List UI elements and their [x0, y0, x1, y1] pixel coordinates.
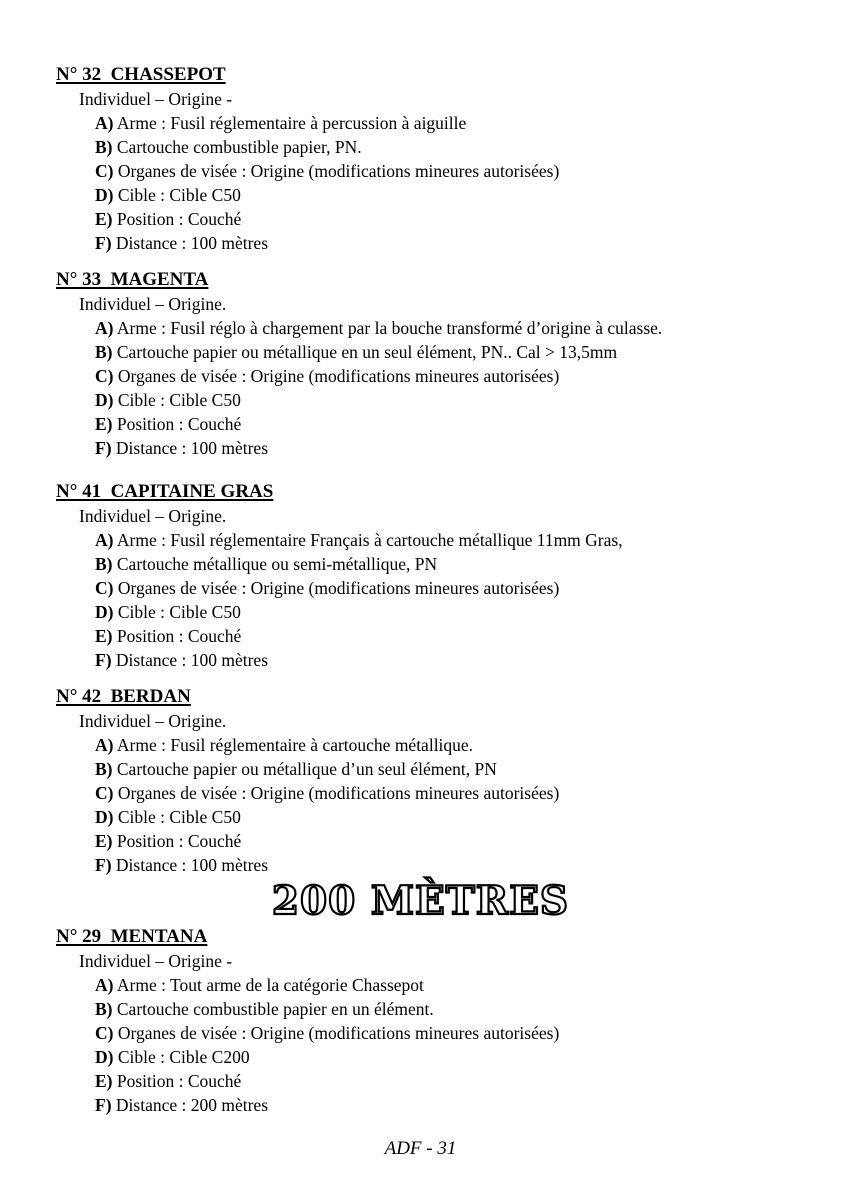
item-text: Organes de visée : Origine (modifications mineures autorisées): [113, 366, 560, 386]
list-item: [95, 437, 268, 459]
list-item: [95, 758, 497, 780]
list-item: [95, 601, 241, 623]
list-item: [95, 389, 241, 411]
item-letter: B): [95, 342, 113, 362]
list-item: [95, 184, 241, 206]
item-text: Arme : Tout arme de la catégorie Chassepot: [113, 975, 424, 995]
item-letter: E): [95, 414, 113, 434]
list-item: [95, 1094, 268, 1116]
list-item: [95, 365, 559, 387]
item-text: Position : Couché: [112, 626, 242, 646]
list-item: [95, 413, 241, 435]
section-title: N° 29 MENTANA: [56, 926, 208, 947]
list-item: [95, 232, 268, 254]
item-letter: F): [95, 650, 112, 670]
section-title: N° 41 CAPITAINE GRAS: [56, 481, 274, 502]
section-subtitle: Individuel – Origine.: [79, 294, 227, 314]
item-letter: E): [95, 831, 113, 851]
list-item: [95, 1070, 241, 1092]
list-item: [95, 830, 241, 852]
item-letter: A): [95, 318, 114, 338]
item-letter: B): [95, 759, 113, 779]
item-text: Organes de visée : Origine (modifications mineures autorisées): [113, 783, 560, 803]
section-title: N° 32 CHASSEPOT: [56, 64, 226, 85]
item-text: Cible : Cible C50: [113, 185, 241, 205]
item-text: Cible : Cible C50: [113, 807, 241, 827]
item-letter: D): [95, 1047, 114, 1067]
item-letter: E): [95, 626, 113, 646]
item-letter: D): [95, 807, 114, 827]
item-text: Cible : Cible C50: [113, 602, 241, 622]
item-letter: C): [95, 366, 114, 386]
item-text: Position : Couché: [112, 209, 242, 229]
item-text: Distance : 100 mètres: [111, 855, 269, 875]
list-item: [95, 734, 473, 756]
list-item: [95, 998, 434, 1020]
item-letter: D): [95, 390, 114, 410]
item-text: Organes de visée : Origine (modifications mineures autorisées): [113, 1023, 560, 1043]
section-subtitle: Individuel – Origine.: [79, 711, 227, 731]
item-letter: C): [95, 783, 114, 803]
item-text: Cartouche combustible papier en un élément.: [112, 999, 434, 1019]
list-item: [95, 529, 623, 551]
item-text: Distance : 100 mètres: [111, 650, 269, 670]
item-letter: F): [95, 438, 112, 458]
list-item: [95, 208, 241, 230]
list-item: [95, 136, 362, 158]
item-text: Cartouche papier ou métallique en un seul élément, PN.. Cal > 13,5mm: [112, 342, 618, 362]
item-letter: C): [95, 161, 114, 181]
section-subtitle: Individuel – Origine -: [79, 89, 233, 109]
item-text: Organes de visée : Origine (modifications mineures autorisées): [113, 578, 560, 598]
section-subtitle: Individuel – Origine.: [79, 506, 227, 526]
item-letter: F): [95, 233, 112, 253]
item-letter: C): [95, 1023, 114, 1043]
section-title: N° 42 BERDAN: [56, 686, 191, 707]
list-item: [95, 112, 466, 134]
page-footer: ADF - 31: [384, 1138, 457, 1159]
item-letter: B): [95, 554, 113, 574]
item-letter: A): [95, 113, 114, 133]
item-letter: E): [95, 209, 113, 229]
list-item: [95, 341, 617, 363]
item-text: Arme : Fusil réglementaire à cartouche métallique.: [113, 735, 474, 755]
item-text: Distance : 200 mètres: [111, 1095, 269, 1115]
list-item: [95, 974, 424, 996]
section-subtitle: Individuel – Origine -: [79, 951, 233, 971]
item-letter: A): [95, 530, 114, 550]
list-item: [95, 553, 437, 575]
list-item: [95, 782, 559, 804]
section-title: N° 33 MAGENTA: [56, 269, 209, 290]
item-text: Cartouche papier ou métallique d’un seul élément, PN: [112, 759, 497, 779]
item-letter: B): [95, 137, 113, 157]
item-text: Cible : Cible C50: [113, 390, 241, 410]
list-item: [95, 625, 241, 647]
item-letter: D): [95, 602, 114, 622]
list-item: [95, 806, 241, 828]
item-letter: D): [95, 185, 114, 205]
item-letter: F): [95, 855, 112, 875]
item-text: Arme : Fusil réglo à chargement par la bouche transformé d’origine à culasse.: [113, 318, 663, 338]
item-text: Organes de visée : Origine (modifications mineures autorisées): [113, 161, 560, 181]
item-letter: A): [95, 975, 114, 995]
item-text: Cartouche combustible papier, PN.: [112, 137, 362, 157]
item-text: Distance : 100 mètres: [111, 233, 269, 253]
distance-heading: 200 MÈTRES: [271, 878, 570, 924]
item-letter: F): [95, 1095, 112, 1115]
list-item: [95, 1046, 250, 1068]
list-item: [95, 317, 662, 339]
item-letter: A): [95, 735, 114, 755]
item-text: Cible : Cible C200: [113, 1047, 250, 1067]
item-text: Arme : Fusil réglementaire Français à cartouche métallique 11mm Gras,: [113, 530, 623, 550]
item-text: Arme : Fusil réglementaire à percussion à aiguille: [113, 113, 467, 133]
list-item: [95, 577, 559, 599]
list-item: [95, 1022, 559, 1044]
list-item: [95, 854, 268, 876]
item-letter: C): [95, 578, 114, 598]
list-item: [95, 160, 559, 182]
item-text: Cartouche métallique ou semi-métallique, PN: [112, 554, 438, 574]
item-letter: B): [95, 999, 113, 1019]
list-item: [95, 649, 268, 671]
item-letter: E): [95, 1071, 113, 1091]
item-text: Position : Couché: [112, 1071, 242, 1091]
item-text: Position : Couché: [112, 831, 242, 851]
item-text: Distance : 100 mètres: [111, 438, 269, 458]
item-text: Position : Couché: [112, 414, 242, 434]
